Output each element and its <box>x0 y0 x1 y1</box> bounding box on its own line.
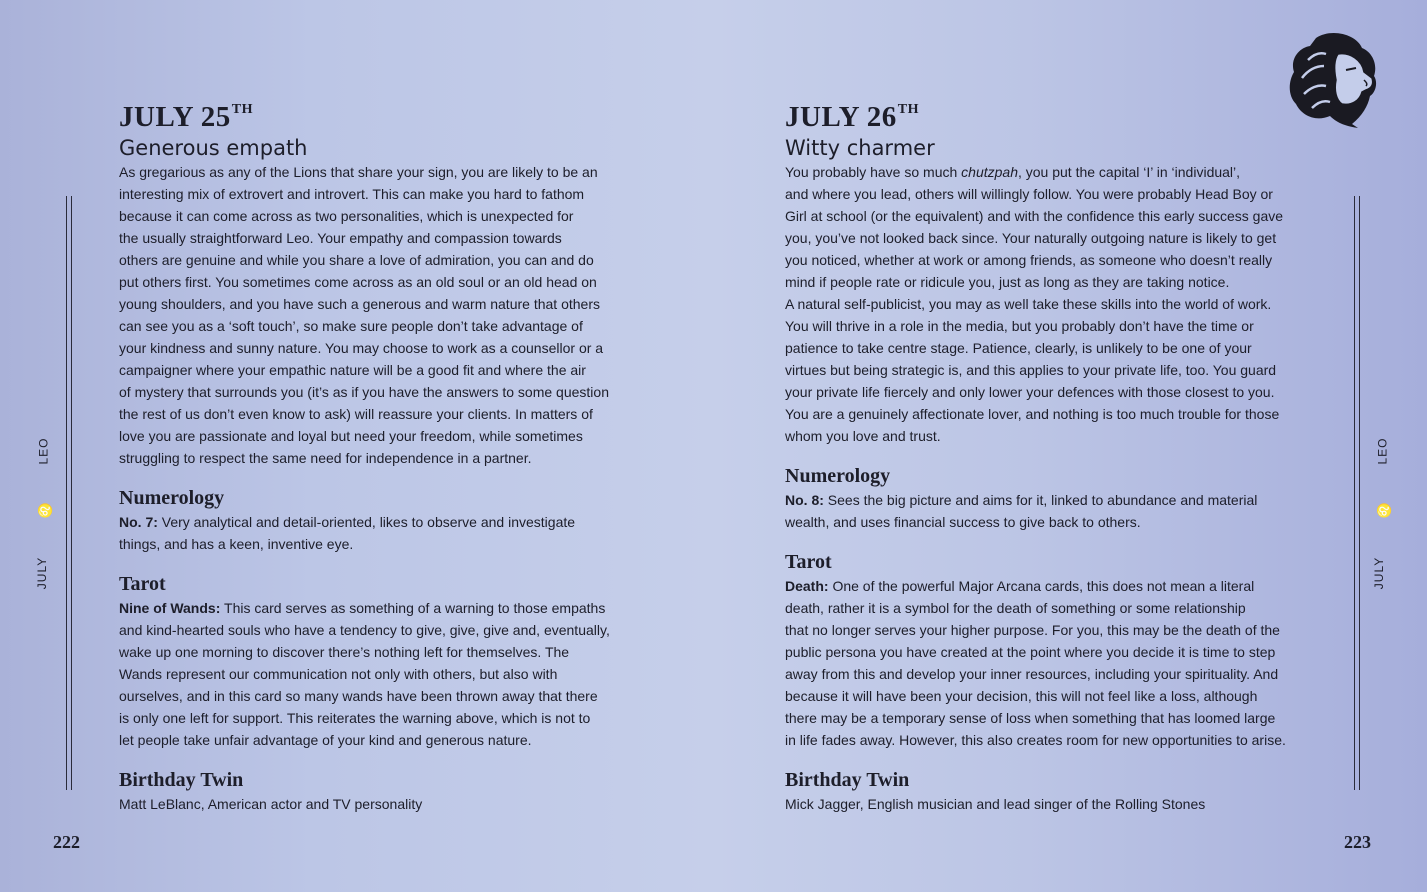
tarot-heading: Tarot <box>785 551 832 573</box>
entry-intro <box>785 161 1325 447</box>
sidebar-rule <box>1354 196 1360 790</box>
entry-subtitle: Witty charmer <box>785 136 935 160</box>
entry-subtitle: Generous empath <box>119 136 308 160</box>
sidebar-sign: LEO <box>1375 437 1390 465</box>
birthday-twin-text: Matt LeBlanc, American actor and TV personality <box>119 796 423 812</box>
numerology-heading: Numerology <box>119 487 225 509</box>
numerology-label: No. 7: <box>119 514 158 530</box>
sidebar-month: JULY <box>1372 556 1387 590</box>
leo-glyph-icon: ♌ <box>1377 502 1393 519</box>
tarot-heading: Tarot <box>119 573 166 595</box>
intro-part: You probably have so much <box>785 164 962 180</box>
sidebar-rule <box>66 196 72 790</box>
sidebar-month: JULY <box>35 556 50 590</box>
numerology-text <box>119 511 659 555</box>
left-page <box>0 0 713 892</box>
leo-glyph-icon: ♌ <box>38 502 54 519</box>
sidebar-sign: LEO <box>36 437 51 465</box>
intro-emphasis: chutzpah <box>961 164 1018 180</box>
tarot-text <box>119 597 659 751</box>
left-entry <box>119 92 659 815</box>
page-number: 222 <box>53 832 80 852</box>
tarot-desc: This card serves as something of a warning to those empaths and kind-hearted souls who have a tendency to give, give, give and, eventually, wake up one morning to discover there’s nothing left for themselves. The Wands represent our communication not only with others, but also with ourselves, and in this card so many wands have been thrown away that there is only one left for support. This reiterates the warning above, which is not to let people take unfair advantage of your kind and generous nature. <box>119 600 610 748</box>
tarot-desc: One of the powerful Major Arcana cards, this does not mean a literal death, rather it is a symbol for the death of something or some relationship that no longer serves your higher purpose. For you, this may be the death of the public persona you have created at the point where you decide it is time to step away from this and develop your inner resources, including your spirituality. And because it will have been your decision, this will not feel like a loss, although there may be a temporary sense of loss when something that has loomed large in life fades away. However, this also creates room for new opportunities to arise. <box>785 578 1286 748</box>
birthday-twin-heading: Birthday Twin <box>785 769 910 791</box>
numerology-desc: Sees the big picture and aims for it, linked to abundance and material wealth, and uses financial success to give back to others. <box>785 492 1258 530</box>
birthday-twin-heading: Birthday Twin <box>119 769 244 791</box>
numerology-desc: Very analytical and detail-oriented, likes to observe and investigate things, and has a keen, inventive eye. <box>119 514 576 552</box>
birthday-twin-text: Mick Jagger, English musician and lead singer of the Rolling Stones <box>785 796 1206 812</box>
date-suffix: TH <box>897 102 919 117</box>
right-page <box>713 0 1427 892</box>
date-text: JULY 26 <box>785 101 897 133</box>
intro-part: , you put the capital ‘I’ in ‘individual’, and where you lead, others will willingly follow. You were probably Head Boy or Girl at school (or the equivalent) and with the confidence this early success gave you, you’ve not looked back since. Your naturally outgoing nature is likely to get you noticed, whether at work or among friends, as someone who doesn’t really mind if people rate or ridicule you, just as long as they are taking notice. A natural self-publicist, you may as well take these skills into the world of work. You will thrive in a role in the media, but you probably don’t have the time or patience to take centre stage. Patience, clearly, is unlikely to be one of your virtues but being strategic is, and this applies to your private life, too. You guard your private life fiercely and only lower your defences with those closest to you. You are a genuinely affectionate lover, and nothing is too much trouble for those whom you love and trust. <box>785 164 1284 444</box>
entry-date <box>785 92 1325 135</box>
date-text: JULY 25 <box>119 101 231 133</box>
tarot-label: Nine of Wands: <box>119 600 221 616</box>
entry-date <box>119 92 659 135</box>
tarot-label: Death: <box>785 578 829 594</box>
date-suffix: TH <box>231 102 253 117</box>
right-entry <box>785 92 1325 815</box>
numerology-label: No. 8: <box>785 492 824 508</box>
numerology-heading: Numerology <box>785 465 891 487</box>
page-number: 223 <box>1344 832 1371 852</box>
numerology-text <box>785 489 1325 533</box>
tarot-text <box>785 575 1325 751</box>
entry-intro: As gregarious as any of the Lions that share your sign, you are likely to be an interesting mix of extrovert and introvert. This can make you hard to fathom because it can come across as two personalities, which is unexpected for the usually straightforward Leo. Your empathy and compassion towards others are genuine and while you share a love of admiration, you can and do put others first. You sometimes come across as an old soul or an old head on young shoulders, and you have such a generous and warm nature that others can see you as a ‘soft touch’, so make sure people don’t take advantage of your kindness and sunny nature. You may choose to work as a counsellor or a campaigner where your empathic nature will be a good fit and where the air of mystery that surrounds you (it’s as if you have the answers to some question the rest of us don’t even know to ask) will reassure your clients. In matters of love you are passionate and loyal but need your freedom, while sometimes struggling to respect the same need for independence in a partner. <box>119 164 609 466</box>
